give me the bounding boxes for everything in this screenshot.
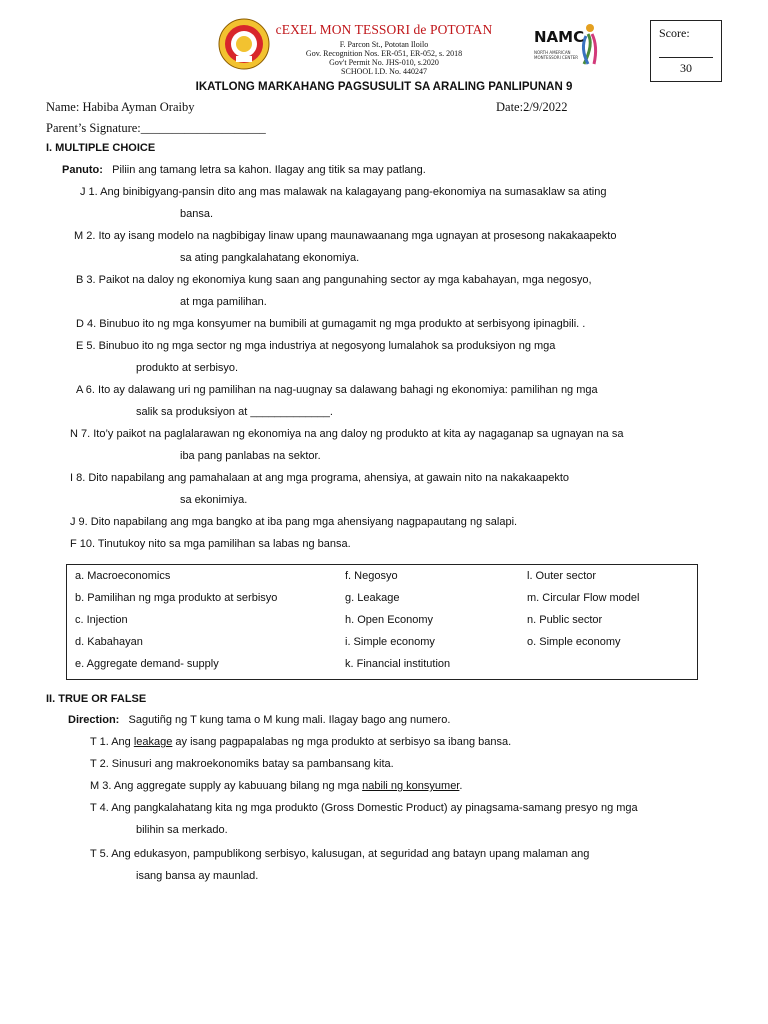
school-seal-logo [218, 18, 270, 70]
question-3: B 3. Paikot na daloy ng ekonomiya kung saan ang pangunahing sector ay mga kabahayan, mga negosyo, [76, 274, 592, 286]
choice-i: i. Simple economy [345, 636, 435, 648]
student-name: Name: Habiba Ayman Oraiby [46, 100, 195, 114]
question-2-cont: sa ating pangkalahatang ekonomiya. [180, 252, 360, 264]
question-3-cont: at mga pamilihan. [180, 296, 267, 308]
choices-box [66, 564, 698, 680]
question-1-cont: bansa. [180, 208, 214, 220]
tf-item-3 [90, 780, 462, 792]
section-1-instructions [62, 164, 426, 176]
tf-item-2: T 2. Sinusuri ang makroekonomiks batay sa pambansang kita. [90, 758, 394, 770]
tf-item-5: T 5. Ang edukasyon, pampublikong serbisyo, kalusugan, at seguridad ang batayn upang malaman ang [90, 848, 590, 860]
question-7: N 7. Ito’y paikot na paglalarawan ng ekonomiya na ang daloy ng produkto at kita ay nagaganap sa ugnayan na sa [70, 428, 624, 440]
choice-g: g. Leakage [345, 592, 400, 604]
tf-item-1 [90, 736, 511, 748]
choice-l: l. Outer sector [527, 570, 597, 582]
section-1-title: I. MULTIPLE CHOICE [46, 142, 156, 154]
parent-signature: Parent’s Signature:____________________ [46, 121, 266, 135]
tf-item-4: T 4. Ang pangkalahatang kita ng mga produkto (Gross Domestic Product) ay pinagsama-samang presyo ng mga [90, 802, 638, 814]
section-2-direction [68, 714, 450, 726]
choice-n: n. Public sector [527, 614, 603, 626]
tf-item-1-text-end: ay isang pagpapalabas ng mga produkto at serbisyo sa ibang bansa. [172, 736, 512, 748]
section-2-title: II. TRUE OR FALSE [46, 693, 147, 705]
choice-m: m. Circular Flow model [527, 592, 640, 604]
score-label: Score: [659, 26, 690, 40]
namc-logo-subtext: NORTH AMERICAN MONTESSORI CENTER [534, 50, 579, 60]
question-5: E 5. Binubuo ito ng mga sector ng mga industriya at negosyong lumalahok sa produksiyon ng mga [76, 340, 556, 352]
tf-item-5-cont: isang bansa ay maunlad. [136, 870, 259, 882]
school-recognition: Gov. Recognition Nos. ER-051, ER-052, s. 2018 [305, 49, 463, 58]
choice-a: a. Macroeconomics [75, 570, 171, 582]
direction-label: Direction: [68, 714, 120, 726]
score-blank-line [659, 57, 713, 58]
tf-item-1-underlined: leakage [133, 736, 173, 748]
choice-f: f. Negosyo [345, 570, 398, 582]
question-2: M 2. Ito ay isang modelo na nagbibigay linaw upang maunawaanang mga ugnayan at prosesong nakakaapekto [74, 230, 617, 242]
tf-item-3-text: M 3. Ang aggregate supply ay kabuuang bilang ng mga [90, 780, 363, 792]
score-total: 30 [680, 61, 692, 75]
question-6: A 6. Ito ay dalawang uri ng pamilihan na nag-uugnay sa dalawang bahagi ng ekonomiya: pamilihan ng mga [76, 384, 598, 396]
question-5-cont: produkto at serbisyo. [136, 362, 239, 374]
school-permit: Gov't Permit No. JHS-010, s.2020 [329, 58, 439, 67]
tf-item-1-text: T 1. Ang [90, 736, 134, 748]
question-9: J 9. Dito napabilang ang mga bangko at iba pang mga ahensiyang nagpapautang ng salapi. [70, 516, 518, 528]
choice-o: o. Simple economy [527, 636, 621, 648]
question-4: D 4. Binubuo ito ng mga konsyumer na bumibili at gumagamit ng mga produkto at serbisyong ipinagbili. . [76, 318, 586, 330]
school-name: cEXEL MON TESSORI de POTOTAN [275, 22, 493, 37]
question-7-cont: iba pang panlabas na sektor. [180, 450, 321, 462]
instructions-label: Panuto: [62, 164, 103, 176]
question-8: I 8. Dito napabilang ang pamahalaan at ang mga programa, ahensiya, at gawain nito na nakakaapekto [70, 472, 570, 484]
choice-e: e. Aggregate demand- supply [75, 658, 219, 670]
choice-h: h. Open Economy [345, 614, 434, 626]
namc-logo-text: NAMC [534, 28, 585, 46]
direction-text: Sagutiñg ng T kung tama o M kung mali. Ilagay bago ang numero. [128, 714, 451, 726]
instructions-text: Piliin ang tamang letra sa kahon. Ilagay ang titik sa may patlang. [112, 164, 426, 176]
tf-item-3-underlined: nabili ng konsyumer [362, 780, 460, 792]
choice-k: k. Financial institution [345, 658, 451, 670]
exam-date: Date:2/9/2022 [496, 100, 568, 114]
question-6-cont: salik sa produksiyon at _____________. [136, 406, 333, 418]
choice-b: b. Pamilihan ng mga produkto at serbisyo [75, 592, 278, 604]
exam-title: IKATLONG MARKAHANG PAGSUSULIT SA ARALING PANLIPUNAN 9 [195, 81, 573, 93]
namc-logo [534, 20, 606, 70]
tf-item-4-cont: bilihin sa merkado. [136, 824, 228, 836]
question-10: F 10. Tinutukoy nito sa mga pamilihan sa labas ng bansa. [70, 538, 351, 550]
score-box [650, 20, 722, 82]
school-address: F. Parcon St., Pototan Iloilo [339, 40, 429, 49]
question-8-cont: sa ekonimiya. [180, 494, 248, 506]
choice-d: d. Kabahayan [75, 636, 143, 648]
school-id: SCHOOL I.D. No. 440247 [341, 67, 427, 76]
question-1: J 1. Ang binibigyang-pansin dito ang mas malawak na kalagayang pang-ekonomiya na sumasaklaw sa ating [80, 186, 607, 198]
choice-c: c. Injection [75, 614, 128, 626]
tf-item-3-text-end: . [459, 780, 463, 792]
